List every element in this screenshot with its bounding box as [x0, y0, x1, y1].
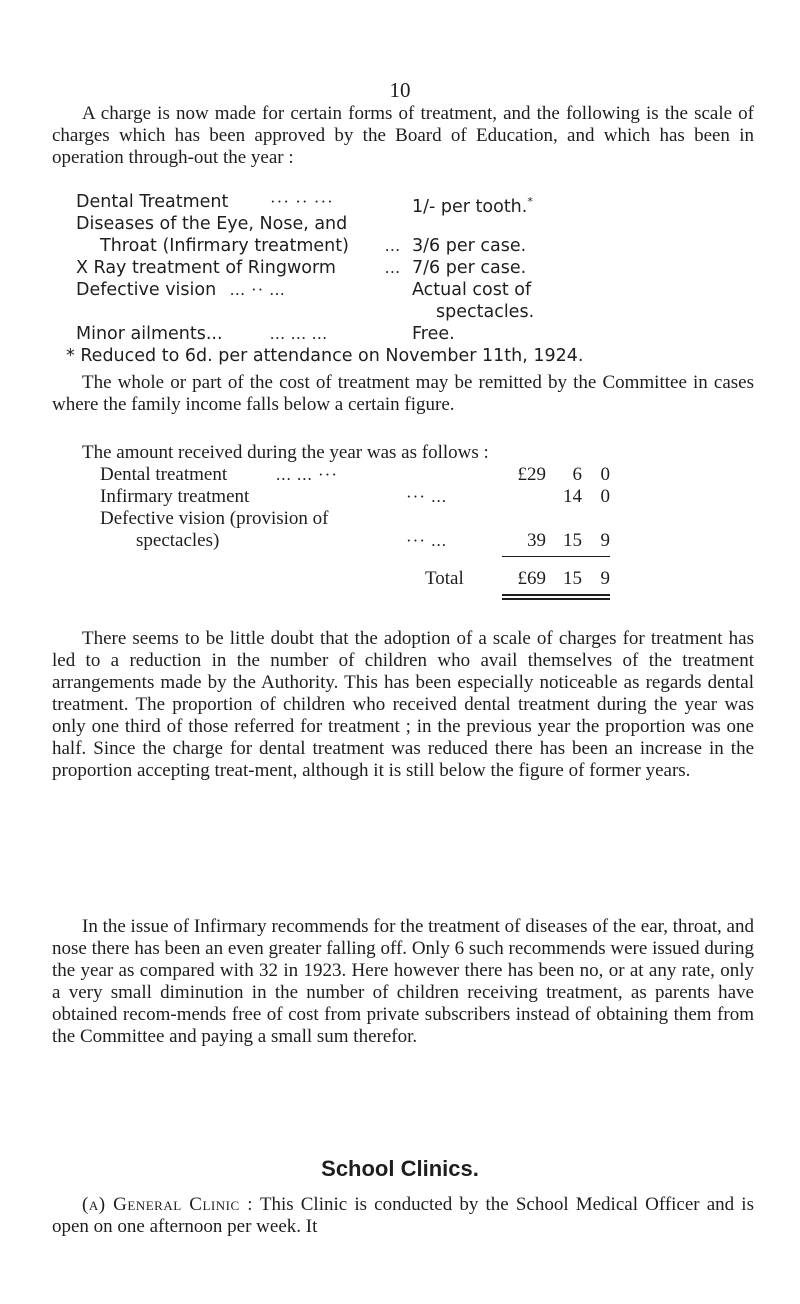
- total-pounds: £69: [517, 568, 546, 589]
- clinic-paragraph: [52, 1194, 754, 1238]
- charge-item: Throat (Infirmary treatment): [100, 236, 349, 256]
- receipt-pence: 9: [600, 530, 610, 551]
- receipt-pounds: 39: [527, 530, 546, 551]
- remit-paragraph: The whole or part of the cost of treatment may be remitted by the Committee in cases where the family income falls below a certain figure.: [52, 372, 754, 415]
- adoption-paragraph: There seems to be little doubt that the adoption of a scale of charges for treatment has led to a reduction in the number of children who avail themselves of the treatment arrangements made by the Authority. This has been especially noticeable as regards dental treatment. The proportion of children who received dental treatment during the year was only one third of those referred for treatment ; in the previous year the proportion was one half. Since the charge for dental treatment was reduced there has been an increase in the proportion accepting treat-ment, although it is still below the figure of former years.: [52, 628, 754, 781]
- intro-paragraph: A charge is now made for certain forms of treatment, and the following is the scale of charges which has been approved by the Board of Education, and which has been in operation through-out the year :: [52, 103, 754, 168]
- receipt-item: spectacles): [136, 530, 220, 551]
- receipt-pounds: £29: [517, 464, 546, 485]
- section-heading: School Clinics.: [321, 1156, 479, 1181]
- receipt-shillings: 6: [572, 464, 582, 485]
- charge-value: 1/- per tooth.*: [412, 195, 533, 217]
- clinic-text: This Clinic is conducted by the School Medical Officer and is open on one afternoon per week. It: [52, 1194, 754, 1237]
- receipt-pence: 0: [600, 486, 610, 507]
- total-shillings: 15: [563, 568, 582, 589]
- page-number: 10: [389, 78, 411, 102]
- charge-item: Defective vision: [76, 280, 217, 300]
- total-label: Total: [425, 568, 464, 589]
- receipt-item: Defective vision (provision of: [100, 508, 329, 529]
- clinic-label: (a) General Clinic :: [82, 1194, 254, 1215]
- charge-value: 7/6 per case.: [412, 258, 527, 278]
- charge-item: Diseases of the Eye, Nose, and: [76, 214, 348, 234]
- received-intro: The amount received during the year was as follows :: [82, 442, 489, 463]
- charge-value: Free.: [412, 324, 455, 344]
- receipt-shillings: 15: [563, 530, 582, 551]
- infirmary-paragraph: In the issue of Infirmary recommends for the treatment of diseases of the ear, throat, and nose there has been an even greater falling off. Only 6 such recommends were issued during the year as compared with 32 in 1923. Here however there has been no, or at any rate, only a very small diminution in the number of children receiving treatment, as parents have obtained recom-mends free of cost from private subscribers instead of obtaining them from the Committee and paying a small sum therefor.: [52, 916, 754, 1047]
- receipt-pence: 0: [600, 464, 610, 485]
- charge-item: Minor ailments...: [76, 324, 223, 344]
- total-rule-double: [502, 598, 610, 600]
- charge-value: 3/6 per case.: [412, 236, 527, 256]
- charge-item: X Ray treatment of Ringworm: [76, 258, 336, 278]
- total-pence: 9: [600, 568, 610, 589]
- footnote: * Reduced to 6d. per attendance on November 11th, 1924.: [66, 346, 584, 366]
- total-rule: [502, 594, 610, 596]
- charge-item: Dental Treatment: [76, 192, 229, 212]
- receipt-item: Dental treatment: [100, 464, 228, 485]
- charge-value: spectacles.: [436, 302, 535, 322]
- subtotal-rule: [502, 556, 610, 557]
- receipt-shillings: 14: [563, 486, 582, 507]
- charge-value: Actual cost of: [412, 280, 532, 300]
- receipt-item: Infirmary treatment: [100, 486, 250, 507]
- document-page: 10 A charge is now made for certain forms of treatment, and the following is the scale of charges which has been approved by the Board of Education, and which has been in operation through-out the year : Dental Treatment ··· ·· ··· 1/- per tooth.* Diseases of the Eye, Nose, and Throat (Infirmary treatment) ... 3/6 per case. X Ray treatment of Ringworm ... 7/6 per case. Defective vision ... ·· ... Actual cost of spectacles. Minor ailments... ... ... ... Free. * Reduced to 6d. per attendance on November 11th, 1924. The whole or part of the cost of treatment may be remitted by the Committee in cases where the family income falls below a certain figure. The amount received during the year was as follows : Dental treatment ... ... ··· £29 6 0 Infirmary treatment ··· ... 14 0 Defective vision (provision of spectacles) ··· ... 39 15 9 Total £69 15 9 There seems to be little doubt that the adoption of a scale of charges for treatment has led to a reduction in the number of children who avail themselves of the treatment arrangements made by the Authority. This has been especially noticeable as regards dental treatment. The proportion of children who received dental treatment during the year was only one third of those referred for treatment ; in the previous year the proportion was one half. Since the charge for dental treatment was reduced there has been an increase in the proportion accepting treat-ment, although it is still below the figure of former years. In the issue of Infirmary recommends for the treatment of diseases of the ear, throat, and nose there has been an even greater falling off. Only 6 such recommends were issued during the year as compared with 32 in 1923. Here however there has been no, or at any rate, only a very small diminution in the number of children receiving treatment, as parents have obtained recom-mends free of cost from private subscribers instead of obtaining them from the Committee and paying a small sum therefor. School Clinics. (a) General Clinic : This Clinic is conducted by the School Medical Officer and is open on one afternoon per week. It: [0, 0, 800, 1304]
